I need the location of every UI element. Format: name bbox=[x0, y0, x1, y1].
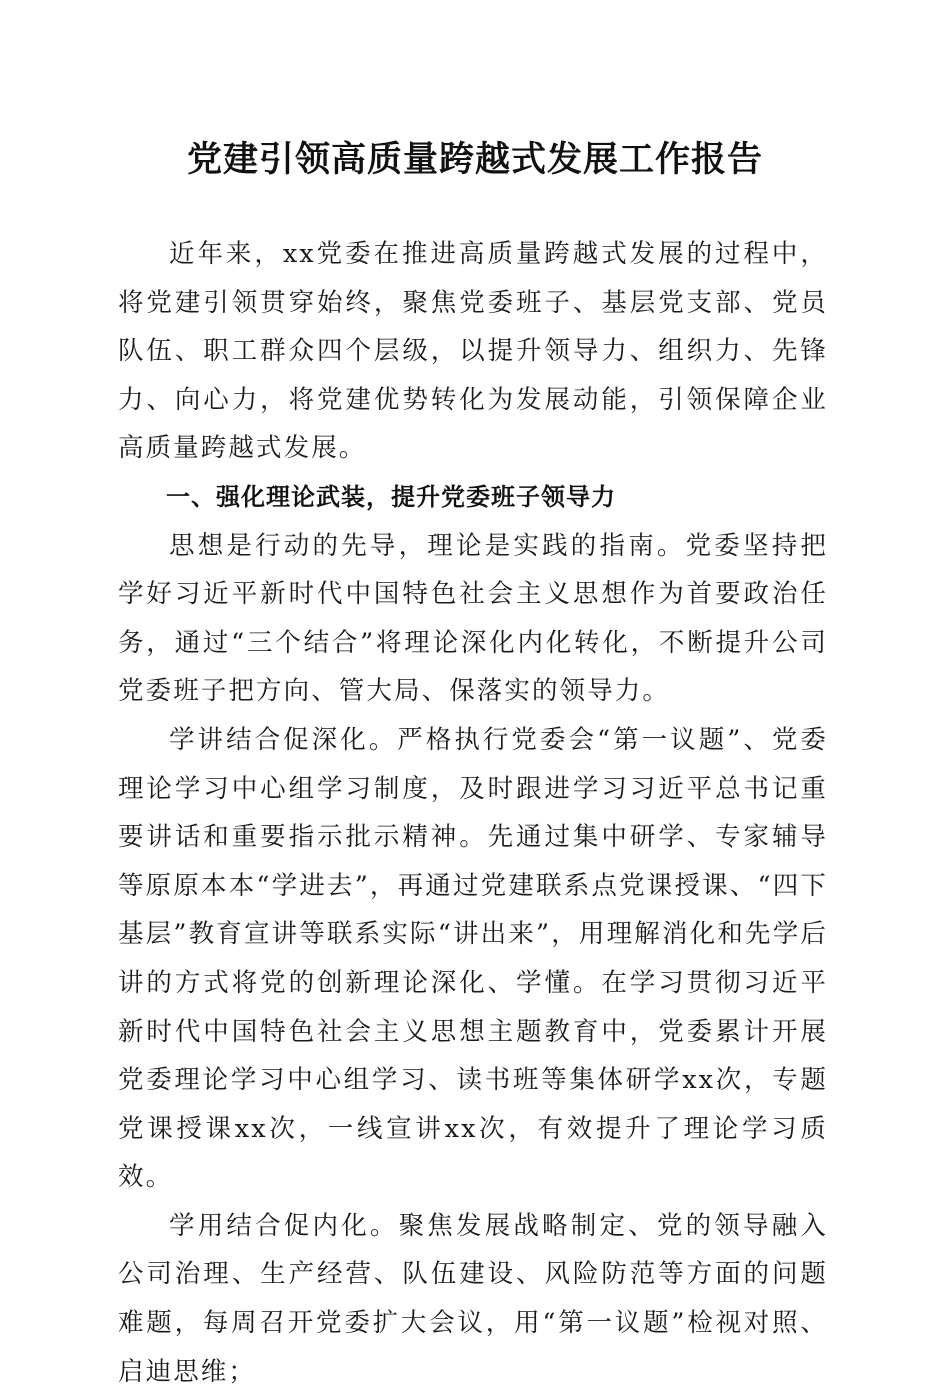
document-title: 党建引领高质量跨越式发展工作报告 bbox=[186, 139, 763, 180]
body-paragraph: 思想是行动的先导，理论是实践的指南。党委坚持把学好习近平新时代中国特色社会主义思想作为首要政治任务，通过“三个结合”将理论深化内化转化，不断提升公司党委班子把方向、管大局、保落实的领导力。 bbox=[118, 530, 828, 707]
body-paragraph: 学用结合促内化。聚焦发展战略制定、党的领导融入公司治理、生产经营、队伍建设、风险防范等方面的问题难题，每周召开党委扩大会议，用“第一议题”检视对照、启迪思维； bbox=[118, 1210, 828, 1387]
document-body bbox=[118, 230, 828, 1396]
body-paragraph: 学讲结合促深化。严格执行党委会“第一议题”、党委理论学习中心组学习制度，及时跟进学习习近平总书记重要讲话和重要指示批示精神。先通过集中研学、专家辅导等原原本本“学进去”，再通过党建联系点党课授课、“四下基层”教育宣讲等联系实际“讲出来”，用理解消化和先学后讲的方式将党的创新理论深化、学懂。在学习贯彻习近平新时代中国特色社会主义思想主题教育中，党委累计开展党委理论学习中心组学习、读书班等集体研学xx次，专题党课授课xx次，一线宣讲xx次，有效提升了理论学习质效。 bbox=[118, 724, 828, 1193]
intro-paragraph: 近年来，xx党委在推进高质量跨越式发展的过程中，将党建引领贯穿始终，聚焦党委班子、基层党支部、党员队伍、职工群众四个层级，以提升领导力、组织力、先锋力、向心力，将党建优势转化为发展动能，引领保障企业高质量跨越式发展。 bbox=[118, 239, 828, 464]
section-heading: 一、强化理论武装，提升党委班子领导力 bbox=[166, 482, 616, 511]
